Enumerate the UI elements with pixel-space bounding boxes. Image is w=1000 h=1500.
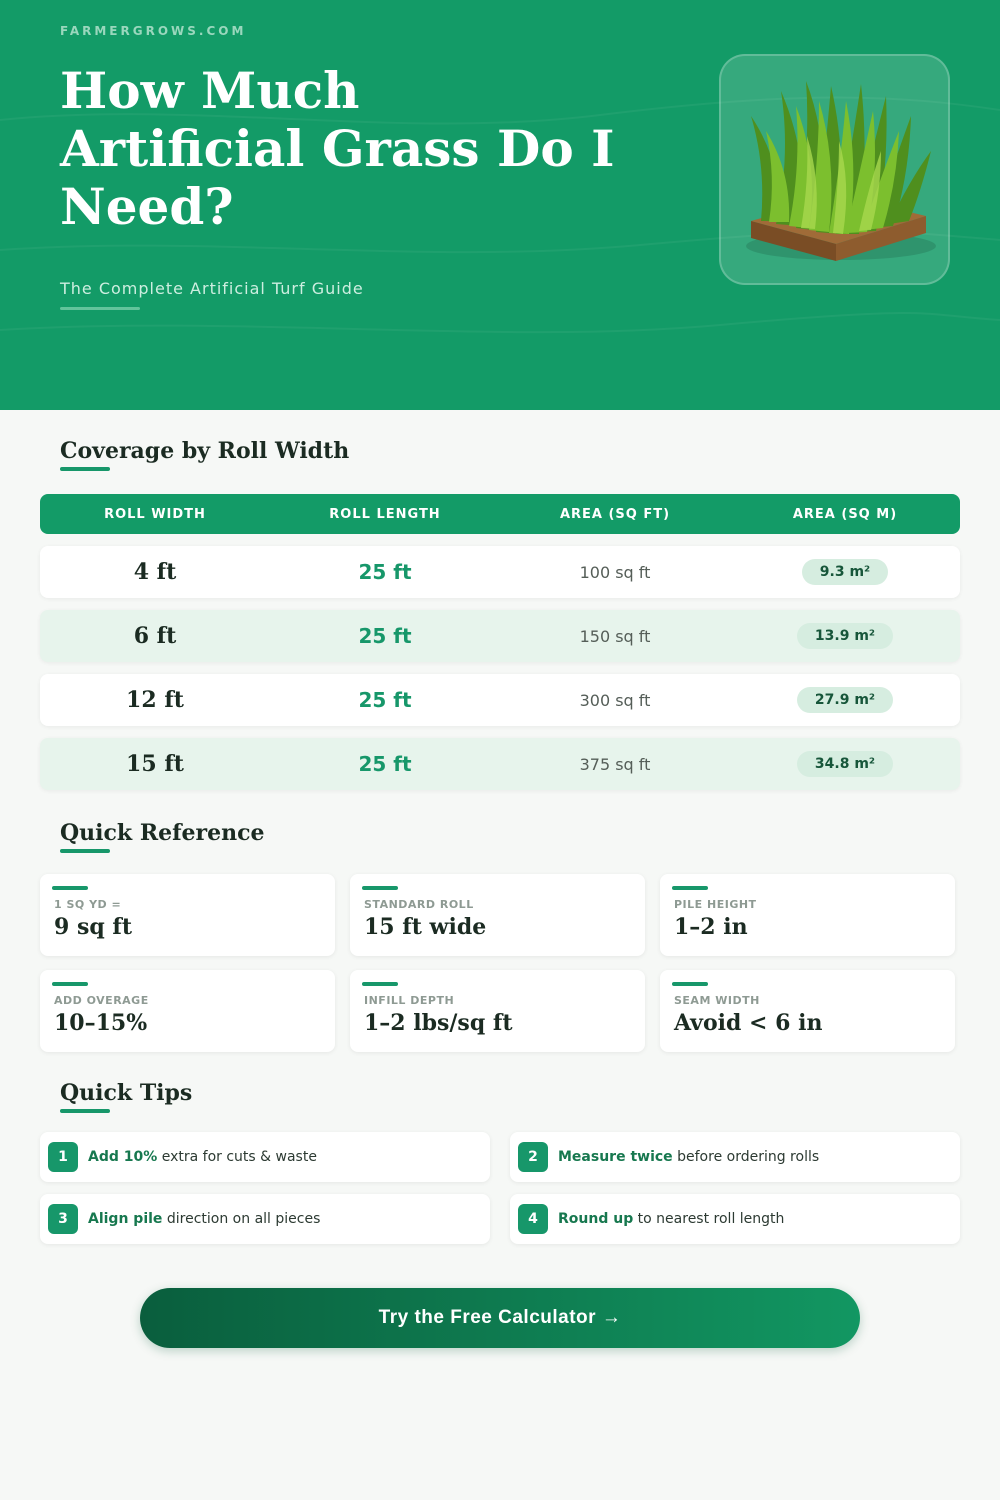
reference-label: ADD OVERAGE (54, 994, 149, 1007)
tip-item (40, 1194, 490, 1244)
reference-value: 1–2 lbs/sq ft (364, 1010, 513, 1036)
area-sqm-badge: 27.9 m² (797, 687, 893, 713)
reference-value: 15 ft wide (364, 914, 487, 940)
reference-heading: Quick Reference (60, 820, 265, 846)
coverage-heading-underline (60, 467, 110, 471)
tip-item (510, 1132, 960, 1182)
tip-rest: to nearest roll length (633, 1211, 785, 1227)
cell-roll-width: 6 ft (133, 623, 177, 649)
table-row (40, 546, 960, 598)
tip-text (558, 1211, 784, 1227)
card-accent-bar (52, 886, 88, 890)
reference-label: 1 SQ YD = (54, 898, 122, 911)
tip-text (88, 1149, 317, 1165)
tip-emphasis: Add 10% (88, 1149, 158, 1165)
reference-card (660, 970, 955, 1052)
tip-item (40, 1132, 490, 1182)
reference-card (40, 874, 335, 956)
tip-number-badge: 2 (518, 1142, 548, 1172)
cell-roll-length: 25 ft (358, 560, 412, 584)
tip-text (558, 1149, 819, 1165)
cell-roll-length: 25 ft (358, 752, 412, 776)
reference-value: 1–2 in (674, 914, 748, 940)
tip-number-badge: 4 (518, 1204, 548, 1234)
site-name: FARMERGROWS.COM (60, 24, 247, 38)
coverage-table-header (40, 494, 960, 534)
tip-text (88, 1211, 320, 1227)
grass-patch-icon (721, 56, 952, 287)
tip-rest: before ordering rolls (672, 1149, 820, 1165)
tip-emphasis: Round up (558, 1211, 634, 1227)
tips-heading-underline (60, 1109, 110, 1113)
tip-emphasis: Align pile (88, 1211, 163, 1227)
area-sqm-badge: 9.3 m² (802, 559, 888, 585)
reference-value: 10–15% (54, 1010, 148, 1036)
page-title: How Much Artificial Grass Do I Need? (60, 61, 615, 236)
reference-card (40, 970, 335, 1052)
cell-area-sqft: 375 sq ft (579, 754, 651, 774)
cell-area-sqft: 100 sq ft (579, 562, 651, 582)
reference-card (350, 874, 645, 956)
free-calculator-button[interactable]: Try the Free Calculator → (140, 1288, 860, 1348)
hero-banner (0, 0, 1000, 410)
coverage-heading: Coverage by Roll Width (60, 438, 350, 464)
tip-number-badge: 3 (48, 1204, 78, 1234)
reference-value: Avoid < 6 in (674, 1010, 823, 1036)
card-accent-bar (672, 886, 708, 890)
reference-value: 9 sq ft (54, 914, 133, 940)
card-accent-bar (362, 886, 398, 890)
column-header-area-sqft: AREA (SQ FT) (559, 506, 671, 522)
tip-rest: extra for cuts & waste (157, 1149, 317, 1165)
cell-roll-width: 12 ft (126, 687, 184, 713)
grass-image-card (719, 54, 950, 285)
cell-roll-width: 4 ft (133, 559, 177, 585)
table-row (40, 738, 960, 790)
reference-card (660, 874, 955, 956)
table-row (40, 674, 960, 726)
column-header-roll-length: ROLL LENGTH (329, 506, 441, 522)
card-accent-bar (672, 982, 708, 986)
card-accent-bar (52, 982, 88, 986)
tip-emphasis: Measure twice (558, 1149, 673, 1165)
column-header-area-sqm: AREA (SQ M) (792, 506, 898, 522)
cell-roll-width: 15 ft (126, 751, 184, 777)
reference-label: SEAM WIDTH (674, 994, 760, 1007)
reference-heading-underline (60, 849, 110, 853)
reference-card (350, 970, 645, 1052)
card-accent-bar (362, 982, 398, 986)
reference-label: STANDARD ROLL (364, 898, 474, 911)
column-header-roll-width: ROLL WIDTH (104, 506, 206, 522)
tip-rest: direction on all pieces (162, 1211, 321, 1227)
subtitle-underline (60, 307, 140, 310)
table-row (40, 610, 960, 662)
area-sqm-badge: 13.9 m² (797, 623, 893, 649)
tips-heading: Quick Tips (60, 1080, 193, 1106)
reference-label: PILE HEIGHT (674, 898, 757, 911)
cell-area-sqft: 150 sq ft (579, 626, 651, 646)
tip-item (510, 1194, 960, 1244)
area-sqm-badge: 34.8 m² (797, 751, 893, 777)
page-subtitle: The Complete Artificial Turf Guide (60, 279, 364, 298)
cell-roll-length: 25 ft (358, 624, 412, 648)
tip-number-badge: 1 (48, 1142, 78, 1172)
cell-roll-length: 25 ft (358, 688, 412, 712)
cell-area-sqft: 300 sq ft (579, 690, 651, 710)
reference-label: INFILL DEPTH (364, 994, 455, 1007)
